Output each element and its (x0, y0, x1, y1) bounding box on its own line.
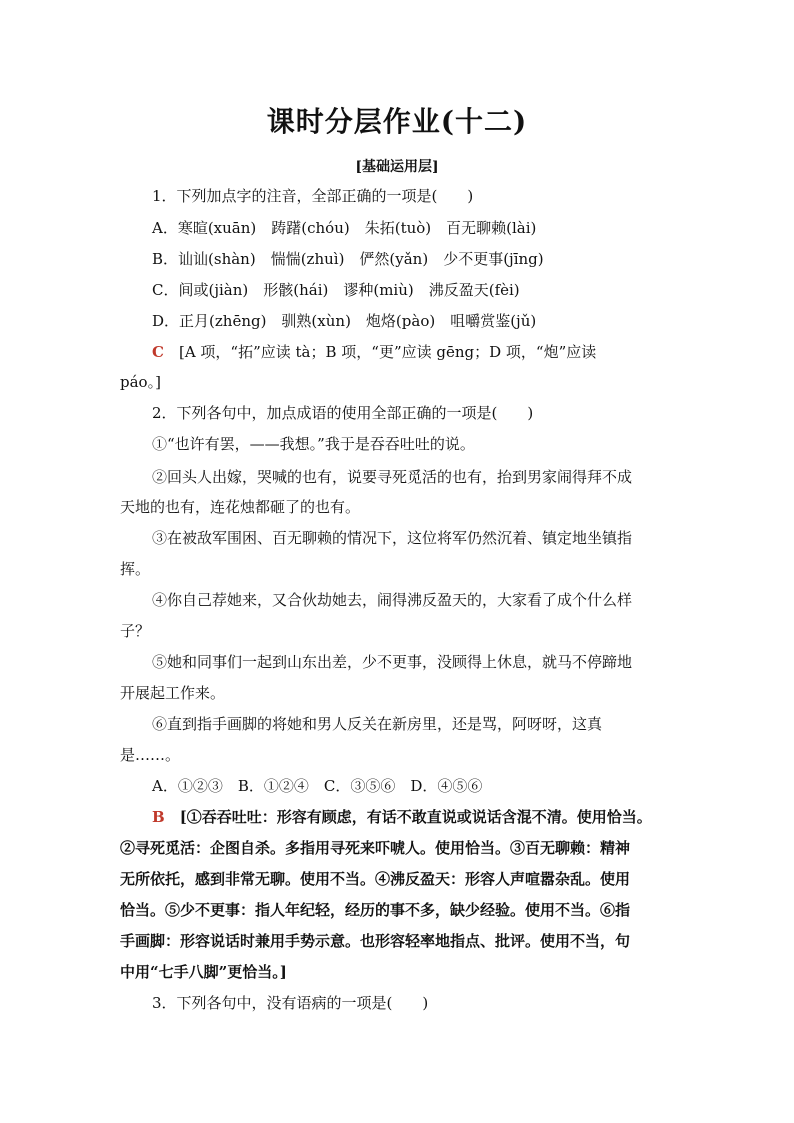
question-1-explanation-1: [A 项，“拓”应读 tà；B 项，“更”应读 gēng；D 项，“炮”应读 (178, 343, 597, 361)
question-1-answer: C (152, 343, 164, 361)
question-2-item-4b: 子？ (120, 622, 151, 640)
question-1-option-b: B．讪讪(shàn) 惴惴(zhuì) 俨然(yǎn) 少不更事(jīng) (152, 250, 544, 268)
question-2-explanation-1: [①吞吞吐吐：形容有顾虑，有话不敢直说或说话含混不清。使用恰当。 (179, 808, 652, 826)
section-heading: [基础运用层] (355, 159, 439, 175)
question-2-item-3a: ③在被敌军围困、百无聊赖的情况下，这位将军仍然沉着、镇定地坐镇指 (152, 529, 633, 547)
question-2-item-5b: 开展起工作来。 (120, 684, 226, 702)
question-2-item-4a: ④你自己荐她来，又合伙劫她去，闹得沸反盈天的，大家看了成个什么样 (152, 591, 633, 609)
question-2-item-6b: 是……。 (120, 746, 181, 764)
question-1-option-c: C．间或(jiàn) 形骸(hái) 谬种(miù) 沸反盈天(fèi) (152, 281, 520, 299)
question-2-item-5a: ⑤她和同事们一起到山东出差，少不更事，没顾得上休息，就马不停蹄地 (152, 653, 633, 671)
question-1-stem: 1．下列加点字的注音，全部正确的一项是( ) (152, 187, 474, 205)
question-2-explanation-6: 中用“七手八脚”更恰当。] (120, 963, 287, 981)
page-title: 课时分层作业(十二) (266, 105, 528, 138)
question-2-explanation-4: 恰当。⑤少不更事：指人年纪轻，经历的事不多，缺少经验。使用不当。⑥指 (120, 901, 631, 919)
question-2-item-6a: ⑥直到指手画脚的将她和男人反关在新房里，还是骂，阿呀呀，这真 (152, 715, 603, 733)
question-1-explanation-2: páo。] (120, 373, 161, 391)
question-2-options: A．①②③ B．①②④ C．③⑤⑥ D．④⑤⑥ (152, 777, 483, 795)
question-1-answer-line (152, 342, 596, 362)
question-2-item-2a: ②回头人出嫁，哭喊的也有，说要寻死觅活的也有，抬到男家闹得拜不成 (152, 468, 633, 486)
question-3-stem: 3．下列各句中，没有语病的一项是( ) (152, 994, 429, 1012)
question-2-item-3b: 挥。 (120, 560, 151, 578)
question-2-item-1: ①“也许有罢，——我想。”我于是吞吞吐吐的说。 (152, 435, 475, 453)
question-2-stem: 2．下列各句中，加点成语的使用全部正确的一项是( ) (152, 404, 534, 422)
question-2-explanation-5: 手画脚：形容说话时兼用手势示意。也形容轻率地指点、批评。使用不当，句 (120, 932, 631, 950)
question-2-explanation-2: ②寻死觅活：企图自杀。多指用寻死来吓唬人。使用恰当。③百无聊赖：精神 (120, 839, 631, 857)
question-2-item-2b: 天地的也有，连花烛都砸了的也有。 (120, 498, 361, 516)
question-2-answer-line (152, 807, 652, 827)
question-2-answer: B (152, 808, 165, 826)
question-2-explanation-3: 无所依托，感到非常无聊。使用不当。④沸反盈天：形容人声喧嚣杂乱。使用 (120, 870, 631, 888)
question-1-option-a: A．寒暄(xuān) 踌躇(chóu) 朱拓(tuò) 百无聊赖(lài) (152, 219, 537, 237)
question-1-option-d: D．正月(zhēng) 驯熟(xùn) 炮烙(pào) 咀嚼赏鉴(jǔ) (152, 312, 537, 330)
